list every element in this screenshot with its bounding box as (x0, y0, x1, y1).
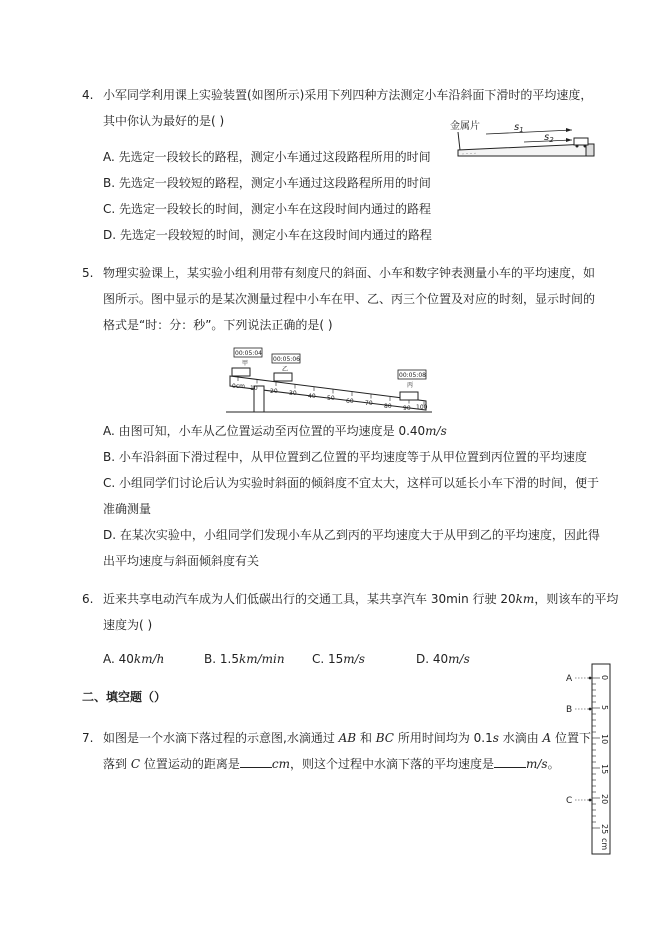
question-5-option-b: B. 小车沿斜面下滑过程中，从甲位置到乙位置的平均速度等于从甲位置到丙位置的平均速度 (103, 450, 587, 464)
ruler-tick-25: 25 (600, 824, 609, 835)
question-7-stem-line2: 落到 C 位置运动的距离是 cm，则这个过程中水滴下落的平均速度是 m/s。 (103, 757, 560, 771)
question-5-stem-line2: 图所示。图中显示的是某次测量过程中小车在甲、乙、丙三个位置及对应的时刻，显示时间的 (103, 292, 596, 306)
question-5-stem-line1: 物理实验课上，某实验小组利用带有刻度尺的斜面、小车和数字钟表测量小车的平均速度，如 (103, 266, 596, 280)
ruler-tick-0: 0 (600, 675, 609, 681)
question-5-option-d-line1: D. 在某次实验中，小组同学们发现小车从乙到丙的平均速度大于从甲到乙的平均速度，因此得 (103, 528, 600, 542)
s2-label: $s_2$ (544, 132, 554, 144)
label-jia: 甲 (242, 360, 249, 367)
question-4-number: 4. (82, 88, 94, 102)
clock-yi: 00:05:06 (273, 356, 300, 363)
scale-label-40: 40 (308, 393, 316, 400)
question-5-stem-line3: 格式是“时：分：秒”。下列说法正确的是( ) (103, 318, 333, 332)
question-6-option-a: A. 40km/h (103, 652, 165, 666)
clock-jia: 00:05:04 (235, 350, 262, 357)
ruler-tick-10: 10 (600, 734, 609, 745)
point-b-label: B (566, 705, 573, 715)
drop-b (589, 708, 592, 711)
scale-label-100: 100 (416, 404, 428, 411)
question-6-number: 6. (82, 592, 94, 606)
question-4-stem-line2: 其中你认为最好的是( ) (103, 114, 225, 128)
ruler-tick-15: 15 (600, 764, 609, 775)
question-4-option-c: C. 先选定一段较长的时间，测定小车在这段时间内通过的路程 (103, 202, 432, 216)
label-yi: 乙 (282, 366, 289, 373)
question-5-option-a: A. 由图可知，小车从乙位置运动至丙位置的平均速度是 0.40m/s (103, 424, 447, 438)
point-c-label: C (566, 796, 573, 806)
answer-blank-speed[interactable] (494, 757, 526, 768)
scale-label-30: 30 (289, 390, 297, 397)
scale-label-0: 0cm (232, 383, 245, 390)
question-4-stem-line1: 小军同学利用课上实验装置(如图所示)采用下列四种方法测定小车沿斜面下滑时的平均速度， (103, 88, 593, 102)
incline-apparatus-figure (448, 116, 598, 164)
answer-blank-distance[interactable] (240, 757, 272, 768)
question-4-option-a: A. 先选定一段较长的路程，测定小车通过这段路程所用的时间 (103, 150, 431, 164)
ruler-unit: cm (600, 838, 609, 851)
label-bing: 丙 (407, 382, 414, 389)
scale-label-80: 80 (384, 403, 392, 410)
scale-label-90: 90 (403, 405, 411, 412)
question-6-option-b: B. 1.5km/min (204, 652, 285, 666)
ruler-tick-5: 5 (600, 705, 609, 711)
incline-clock-figure (226, 346, 436, 414)
scale-label-50: 50 (327, 395, 335, 402)
question-5-option-d-line2: 出平均速度与斜面倾斜度有关 (103, 554, 260, 568)
question-6-option-c: C. 15m/s (312, 652, 365, 666)
drop-c (589, 799, 592, 802)
question-7-number: 7. (82, 731, 94, 745)
scale-label-20: 20 (270, 388, 278, 395)
question-6-option-d: D. 40m/s (416, 652, 470, 666)
question-6-stem-line1: 近来共享电动汽车成为人们低碳出行的交通工具，某共享汽车 30min 行驶 20km，则该车的平均 (103, 592, 619, 606)
scale-label-60: 60 (346, 398, 354, 405)
section-title-fill-in: 二、填空题（） (82, 690, 167, 704)
question-4-option-d: D. 先选定一段较短的时间，测定小车在这段时间内通过的路程 (103, 228, 432, 242)
water-drop-ruler-figure (562, 662, 618, 858)
question-5-number: 5. (82, 266, 94, 280)
scale-label-10: 10 (250, 385, 258, 392)
question-6-stem-line2: 速度为( ) (103, 618, 153, 632)
question-5-option-c-line2: 准确测量 (103, 502, 152, 516)
s1-label: $s_1$ (514, 122, 524, 134)
ruler-tick-20: 20 (600, 794, 609, 805)
metal-plate-label: 金属片 (450, 121, 480, 132)
drop-a (589, 677, 592, 680)
question-4-option-b: B. 先选定一段较短的路程，测定小车通过这段路程所用的时间 (103, 176, 431, 190)
question-5-option-c-line1: C. 小组同学们讨论后认为实验时斜面的倾斜度不宜太大，这样可以延长小车下滑的时间，便于 (103, 476, 600, 490)
question-7-stem-line1: 如图是一个水滴下落过程的示意图,水滴通过 AB 和 BC 所用时间均为 0.1s 水滴由 A 位置下 (103, 731, 592, 745)
scale-label-70: 70 (365, 400, 373, 407)
point-a-label: A (566, 674, 573, 684)
clock-bing: 00:05:08 (399, 372, 426, 379)
